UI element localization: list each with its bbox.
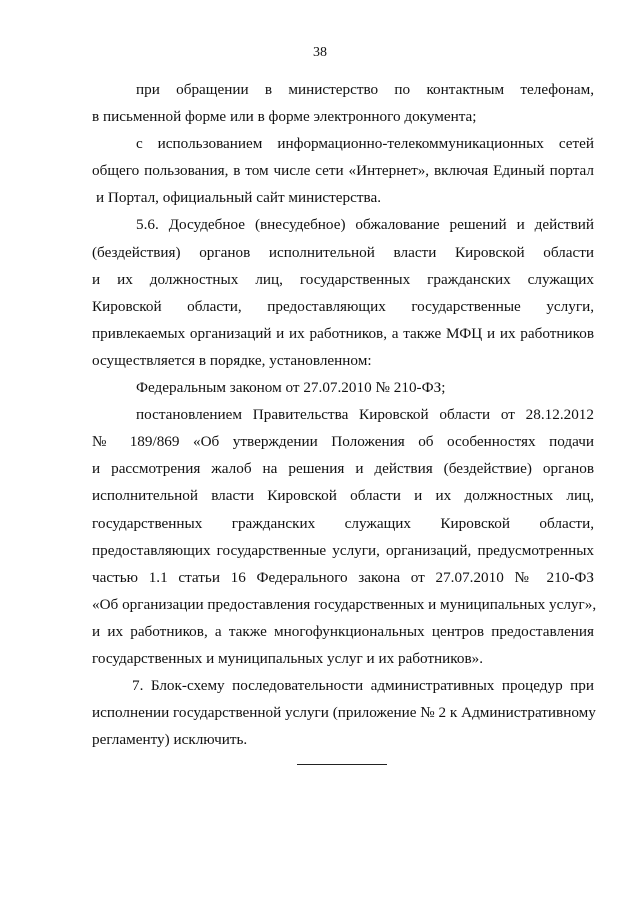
text-line: с использованием информационно-телекоммуникационных сетей bbox=[136, 135, 594, 153]
text-line: в письменной форме или в форме электронного документа; bbox=[92, 108, 477, 126]
text-line: «Об организации предоставления государственных и муниципальных услуг», bbox=[92, 595, 597, 613]
text-line: исполнительной власти Кировской области и их должностных лиц, bbox=[92, 487, 594, 505]
text-line: 7. Блок-схему последовательности административных процедур при bbox=[132, 677, 594, 695]
text-line: осуществляется в порядке, установленном: bbox=[92, 351, 372, 369]
text-line: государственных и муниципальных услуг и их работников». bbox=[92, 649, 484, 667]
page-number: 38 bbox=[313, 45, 327, 60]
text-line: 5.6. Досудебное (внесудебное) обжалование решений и действий bbox=[136, 216, 594, 234]
end-separator-line bbox=[297, 764, 387, 765]
text-line: Федеральным законом от 27.07.2010 № 210-ФЗ; bbox=[136, 379, 446, 397]
text-line: и Портал, официальный сайт министерства. bbox=[96, 189, 382, 207]
text-line: общего пользования, в том числе сети «Интернет», включая Единый портал bbox=[92, 162, 594, 180]
text-line: (бездействия) органов исполнительной власти Кировской области bbox=[92, 243, 594, 261]
text-line: регламенту) исключить. bbox=[92, 731, 248, 749]
text-line: исполнении государственной услуги (приложение № 2 к Административному bbox=[92, 704, 596, 722]
text-line: частью 1.1 статьи 16 Федерального закона от 27.07.2010 № 210-ФЗ bbox=[92, 568, 594, 586]
text-line: Кировской области, предоставляющих государственные услуги, bbox=[92, 297, 594, 315]
text-line: и рассмотрения жалоб на решения и действия (бездействие) органов bbox=[92, 460, 594, 478]
text-line: при обращении в министерство по контактным телефонам, bbox=[136, 81, 594, 98]
text-line: привлекаемых организаций и их работников, а также МФЦ и их работников bbox=[92, 324, 594, 342]
document-body bbox=[92, 76, 597, 753]
text-line: № 189/869 «Об утверждении Положения об особенностях подачи bbox=[92, 433, 594, 451]
text-line: и их должностных лиц, государственных гражданских служащих bbox=[92, 270, 594, 288]
text-line: и их работников, а также многофункциональных центров предоставления bbox=[92, 622, 594, 640]
text-line: постановлением Правительства Кировской области от 28.12.2012 bbox=[136, 406, 594, 424]
text-line: предоставляющих государственные услуги, организаций, предусмотренных bbox=[92, 541, 594, 559]
text-line: государственных гражданских служащих Кировской области, bbox=[92, 514, 594, 532]
